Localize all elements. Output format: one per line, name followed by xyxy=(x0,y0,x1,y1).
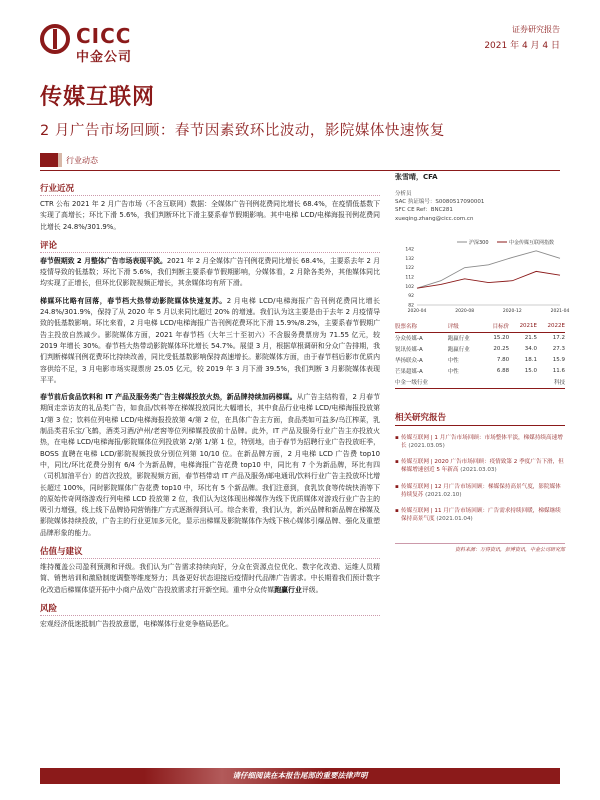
p2-text: 2 月电梯 LCD/电梯海报广告刊例花费同比增长 24.8%/301.9%，保持了从 2020 年 5 月以来同比超过 20% 的增速。我们认为这主要是由于去年 2 月疫情导致的低基数影响。环比来看，2 月电梯 LCD/电梯海报广告刊例花费环比下滑 15.9%/8.2%，主要系春节假期广告主投放自然减少。影院媒体方面，2021 年春节档（大年三十至初六）不含服务费票房为 71.55 亿元，较 2019 年增长 30%。春节档大热带动影院媒体环比增长 54.7%。展望 3 月，根据草根调研和分众广告排期，我们判断梯媒刊例花费环比持续改善，同比受低基数影响保持高速增长。影院媒体方面，由于春节档后影市优质内容供给不足，3 月电影市场实现票房 25.05 亿元，较 2019 年 3 月下滑 39.5%，我们判断 3 月影院媒体表现平平。 xyxy=(40,296,380,384)
series-line-2 xyxy=(417,271,560,288)
x-tick-label: 2020-08 xyxy=(455,308,475,314)
chart-series xyxy=(417,251,560,288)
source-note: 资料来源：万得资讯，彭博资讯，中金公司研究部 xyxy=(454,547,565,554)
table-row xyxy=(395,344,565,355)
y-tick-label: 82 xyxy=(408,303,414,309)
table-row xyxy=(395,355,565,366)
related-report-date: (2021.03.05) xyxy=(408,443,445,450)
related-report-title: 传媒互联网 | 1 月广告市场回顾：市场整体平淡，梯媒持续高速增长 xyxy=(401,434,563,450)
source-rule xyxy=(395,543,565,544)
y-tick-label: 142 xyxy=(405,247,414,253)
related-report-date: (2021.03.03) xyxy=(460,467,497,474)
logo-text-en: CICC xyxy=(76,24,132,48)
related-report-link[interactable] xyxy=(395,483,565,499)
table-cell: 科技 xyxy=(537,377,565,389)
section-head-latest: 行业近况 xyxy=(40,182,380,196)
table-cell: 评级 xyxy=(448,321,483,333)
table-cell: 20.25 xyxy=(493,346,510,353)
y-tick-label: 102 xyxy=(405,284,414,290)
table-cell: 15.9 xyxy=(552,357,565,364)
table-cell: 15.20 xyxy=(493,335,510,342)
table-cell: 跑赢行业 xyxy=(447,347,470,354)
table-cell xyxy=(509,377,537,389)
related-report-title: 传媒互联网 | 12 月广告市场回顾：梯媒保持高景气度，影院媒体持续复苏 xyxy=(401,483,561,498)
p3-bold: 春节前后食品饮料和 IT 产品及服务类广告主梯媒投放火热，新品牌持续加码梯媒。 xyxy=(40,393,297,402)
analyst-name: 张雪晴，CFA xyxy=(395,173,438,181)
y-tick-label: 122 xyxy=(405,265,414,271)
table-row xyxy=(395,366,565,377)
comment-paragraph-1 xyxy=(40,256,380,290)
legend-label-b: 中金传媒互联网指数 xyxy=(509,239,555,246)
x-tick-label: 2020-04 xyxy=(407,308,427,314)
logo-text-cn: 中金公司 xyxy=(76,50,133,65)
x-tick-label: 2020-12 xyxy=(502,308,522,314)
y-tick-label: 92 xyxy=(408,293,414,299)
section-head-valuation: 估值与建议 xyxy=(40,545,380,559)
table-cell: 15.0 xyxy=(524,368,538,375)
related-reports-list xyxy=(395,434,565,524)
table-cell: 分众传媒-A xyxy=(395,336,423,343)
report-type-label: 证券研究报告 xyxy=(512,25,560,34)
cicc-logo-icon xyxy=(40,24,70,54)
report-subtype: 行业动态 xyxy=(66,156,98,165)
latest-paragraph: CTR 公布 2021 年 2 月广告市场（不含互联网）数据：全媒体广告刊例花费同比增长 68.4%，在疫情低基数下实现了高增长；环比下滑 5.6%，我们判断环比下滑主要系春节假期影响。其中电梯 LCD/电梯海报刊例花费同比增长 24.8%/301.9%。 xyxy=(40,200,380,231)
table-cell: 股票名称 xyxy=(395,321,448,333)
valuation-paragraph xyxy=(40,562,380,596)
industry-title: 传媒互联网 xyxy=(40,85,156,110)
table-cell: 2021E xyxy=(509,321,537,333)
p1-text: 2021 年 2 月全媒体广告刊例花费同比增长 68.4%，主要系去年 2 月疫情导致的低基数；环比下滑 5.6%，我们判断主要系春节假期影响，分媒体看，2 月除各类外，其他媒体同比均实现了正增长，但环比仅影院视频正增长，其余媒体均有所下滑。 xyxy=(40,256,380,288)
table-cell: 6.88 xyxy=(496,368,510,375)
section-marker xyxy=(40,153,58,167)
related-report-link[interactable] xyxy=(395,434,565,450)
table-cell: 跑赢行业 xyxy=(447,336,470,343)
header-rule xyxy=(40,170,560,171)
x-tick-label: 2021-04 xyxy=(550,308,570,314)
report-title: 2 月广告市场回顾：春节因素致环比波动，影院媒体快速恢复 xyxy=(40,123,445,139)
main-column xyxy=(40,182,380,636)
section-marker-accent xyxy=(58,153,62,167)
table-row xyxy=(395,332,565,344)
table-row xyxy=(395,377,565,389)
related-report-title: 传媒互联网 | 2020 广告市场回顾：疫情致第 2 季度广告下滑，但梯媒增速创近 5 年新高 xyxy=(401,459,564,474)
p1-bold: 春节假期致 2 月整体广告市场表现平淡。 xyxy=(40,256,167,265)
stock-table xyxy=(395,321,565,389)
related-report-title: 传媒互联网 | 11 月广告市场回顾：广告需求持续回暖，梯媒继续保持高景气度 xyxy=(401,508,561,523)
side-column xyxy=(395,172,570,554)
related-report-link[interactable] xyxy=(395,458,565,474)
table-cell: 中金一级行业 xyxy=(395,377,448,389)
valuation-rating: 跑赢行业 xyxy=(274,585,302,594)
footer-disclaimer[interactable]: 请仔细阅读在本报告尾部的重要法律声明 xyxy=(232,771,368,780)
related-reports-head: 相关研究报告 xyxy=(395,411,565,426)
table-cell: 中性 xyxy=(447,358,459,365)
table-cell: 18.1 xyxy=(524,357,538,364)
table-cell: 17.2 xyxy=(552,335,565,342)
table-header-row xyxy=(395,321,565,333)
section-head-risk: 风险 xyxy=(40,602,380,616)
analyst-sac: SAC 执证编号：S0080517090001 xyxy=(395,199,485,206)
section-head-comment: 评论 xyxy=(40,239,380,253)
comment-paragraph-2 xyxy=(40,296,380,386)
related-report-date: (2021.02.10) xyxy=(425,491,462,498)
table-cell: 27.3 xyxy=(552,346,565,353)
valuation-tail: 评级。 xyxy=(301,585,323,594)
related-report-date: (2021.01.04) xyxy=(436,516,473,523)
performance-chart xyxy=(395,237,570,317)
legend-label-a: 沪深300 xyxy=(469,239,489,246)
analyst-email[interactable]: xueqing.zhang@cicc.com.cn xyxy=(395,215,474,222)
table-cell: 2022E xyxy=(537,321,565,333)
table-cell: 7.80 xyxy=(496,357,510,364)
comment-paragraph-3 xyxy=(40,392,380,539)
report-date: 2021 年 4 月 4 日 xyxy=(484,41,560,51)
table-cell: 中性 xyxy=(447,369,459,376)
x-axis-ticks xyxy=(408,308,570,314)
performance-chart-svg xyxy=(395,237,570,317)
valuation-text: 维持覆盖公司盈利预测和评级。我们认为广告需求持续向好，分众在资源点位优化、数字化改造、运维人员精简、销售培训和激励制度调整等维度努力；具备更好状态迎接后疫情时代品牌广告需求。中长期看我们预计数字化改造后梯媒体望开拓中小商户品效广告投放需求打开新空间。重申分众传媒 xyxy=(40,563,380,594)
table-cell: 21.5 xyxy=(524,335,538,342)
p2-bold: 梯媒环比略有回落，春节档大热带动影院媒体快速复苏。 xyxy=(40,296,227,305)
table-cell: 目标价 xyxy=(483,321,509,333)
y-tick-label: 112 xyxy=(405,275,414,281)
related-report-link[interactable] xyxy=(395,507,565,523)
table-cell: 华扬联众-A xyxy=(395,358,423,365)
table-cell: 11.6 xyxy=(552,368,565,375)
analyst-sfc: SFC CE Ref：BNC281 xyxy=(395,207,453,214)
table-cell: 锐讯传媒-A xyxy=(395,347,423,354)
table-cell: 芒果超媒-A xyxy=(395,369,423,376)
table-cell xyxy=(483,377,509,389)
cicc-logo xyxy=(40,22,170,66)
table-cell xyxy=(448,377,483,389)
y-tick-label: 132 xyxy=(405,256,414,262)
y-axis-ticks xyxy=(405,246,560,308)
analyst-role: 分析员 xyxy=(395,191,412,197)
risk-paragraph: 宏观经济低迷抵制广告投放意愿，电梯媒体行业竞争格局恶化。 xyxy=(40,619,233,628)
table-cell: 34.0 xyxy=(524,346,538,353)
p3-text: 从广告主结构看，2 月春节期间走亲访友的礼品类广告，如食品/饮料等在梯媒投放同比大幅增长，其中食品行业电梯 LCD/电梯海报投放第 1/第 3 位；饮料位列电梯 LCD/电梯海报投放第 4/第 2 位，在具体广告主方面，食品类如可益多/乌江榨菜，乳制品类君乐宝/飞鹤，酒类习酒/泸州/老窖等位列梯媒投放前十品牌。此外，IT 产品及服务行业广告主亦投放火热，在电梯 LCD/电梯海报/影院媒体位列投放第 2/第 1/第 1 位，特别地，由于春节为招聘行业广告投放旺季，BOSS 直聘在电梯 LCD/影院视频投放分别位列第 10/10 位。在新品牌方面，2 月电梯 LCD 广告费 top10 中，同比/环比花费分别有 6/4 个为新品牌，电梯海报广告花费 top10 中，同比有 7 个为新品牌，环比有四（司机加油平台）的首次投放，影院视频方面，春节档带动 IT 产品及服务/邮电通讯/饮料行业广告主投放环比增长超过 100%，同时影院媒体广告花费 top10 中，环比有 5 个新品牌。我们注意到，食乳饮食等传统快消等下的原始传奇网络游戏行列电梯 LCD 投放第 2 位，我们认为这体现出梯媒作为线下优质媒体对游戏行业广告主的吸引力增强，线上线下品牌协同营销推广方式逐渐得到认可。综合来看，我们认为，新兴品牌和新品牌在梯媒及影院媒体持续投放，广告主的行业更加多元化，显示出梯媒及影院媒体作为线下核心媒体引爆品牌、强化及重塑品牌形象的能力。 xyxy=(40,393,381,537)
